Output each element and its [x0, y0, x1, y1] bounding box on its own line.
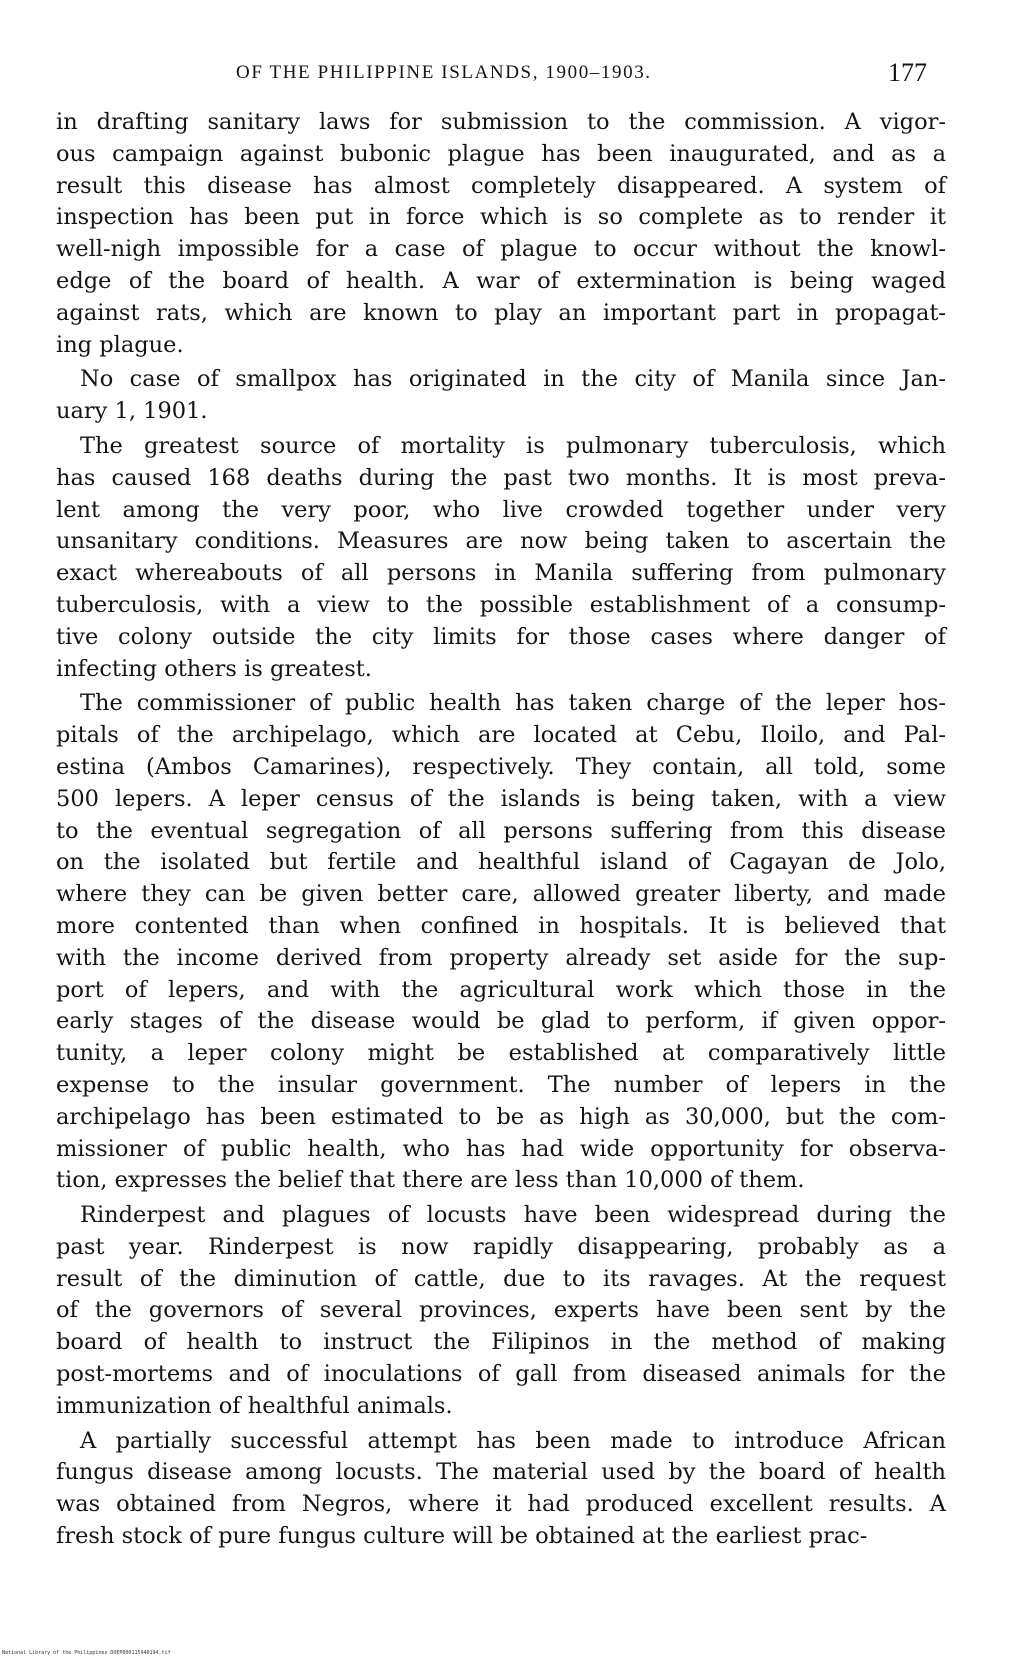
text-line: lent among the very poor, who live crowded together under very [56, 496, 946, 523]
text-line: ing plague. [56, 331, 184, 358]
text-line: tion, expresses the belief that there are less than 10,000 of them. [56, 1167, 805, 1194]
text-line: in drafting sanitary laws for submission to the commission. A vigor- [56, 109, 946, 135]
paragraph [56, 1426, 946, 1553]
text-line: exact whereabouts of all persons in Manila suffering from pulmonary [56, 560, 946, 587]
text-line: on the isolated but fertile and healthful island of Cagayan de Jolo, [56, 849, 946, 876]
paragraph [56, 1200, 946, 1423]
text-line: unsanitary conditions. Measures are now being taken to ascertain the [56, 528, 946, 555]
text-line: past year. Rinderpest is now rapidly disappearing, probably as a [56, 1233, 946, 1260]
text-line: tuberculosis, with a view to the possible establishment of a consump- [56, 591, 946, 618]
paragraph [56, 431, 946, 685]
text-line: The commissioner of public health has taken charge of the leper hos- [80, 690, 946, 717]
text-line: missioner of public health, who has had wide opportunity for observa- [56, 1135, 946, 1162]
text-line: where they can be given better care, allowed greater liberty, and made [56, 881, 946, 908]
text-line: No case of smallpox has originated in the city of Manila since Jan- [80, 366, 946, 393]
text-line: to the eventual segregation of all persons suffering from this disease [56, 817, 946, 844]
text-line: was obtained from Negros, where it had produced excellent results. A [56, 1491, 946, 1518]
running-head: OF THE PHILIPPINE ISLANDS, 1900–1903. [236, 62, 652, 83]
text-line: A partially successful attempt has been made to introduce African [80, 1427, 946, 1454]
text-line: edge of the board of health. A war of extermination is being waged [56, 267, 946, 294]
text-line: more contented than when confined in hospitals. It is believed that [56, 912, 946, 939]
text-line: pitals of the archipelago, which are located at Cebu, Iloilo, and Pal- [56, 722, 946, 749]
text-line: with the income derived from property already set aside for the sup- [56, 944, 946, 971]
text-line: fresh stock of pure fungus culture will be obtained at the earliest prac- [56, 1523, 868, 1550]
text-line: tunity, a leper colony might be established at comparatively little [56, 1040, 946, 1067]
paragraph [56, 364, 946, 428]
text-line: inspection has been put in force which is so complete as to render it [56, 204, 946, 231]
text-line: post-mortems and of inoculations of gall from diseased animals for the [56, 1361, 946, 1388]
text-line: 500 lepers. A leper census of the islands is being taken, with a view [56, 785, 946, 812]
text-line: estina (Ambos Camarines), respectively. They contain, all told, some [56, 753, 946, 780]
text-line: uary 1, 1901. [56, 398, 208, 425]
text-line: tive colony outside the city limits for those cases where danger of [56, 623, 946, 650]
text-line: against rats, which are known to play an important part in propagat- [56, 299, 946, 326]
page-number: 177 [888, 58, 927, 87]
body-text [56, 107, 946, 1556]
text-line: has caused 168 deaths during the past two months. It is most preva- [56, 464, 946, 491]
text-line: fungus disease among locusts. The material used by the board of health [56, 1459, 946, 1486]
scan-footer: National Library of the Philippines DOEP000115940194.tif [2, 1650, 171, 1656]
text-line: board of health to instruct the Filipinos in the method of making [56, 1329, 946, 1356]
text-line: archipelago has been estimated to be as high as 30,000, but the com- [56, 1103, 946, 1130]
text-line: port of lepers, and with the agricultural work which those in the [56, 976, 946, 1003]
text-line: infecting others is greatest. [56, 655, 372, 682]
paragraph [56, 688, 946, 1197]
text-line: The greatest source of mortality is pulmonary tuberculosis, which [80, 432, 946, 459]
text-line: expense to the insular government. The number of lepers in the [56, 1071, 946, 1098]
text-line: well-nigh impossible for a case of plague to occur without the knowl- [56, 236, 946, 263]
text-line: result this disease has almost completely disappeared. A system of [56, 172, 946, 199]
text-line: ous campaign against bubonic plague has been inaugurated, and as a [56, 140, 946, 167]
text-line: result of the diminution of cattle, due to its ravages. At the request [56, 1265, 946, 1292]
text-line: immunization of healthful animals. [56, 1392, 453, 1419]
paragraph [56, 107, 946, 361]
text-line: Rinderpest and plagues of locusts have been widespread during the [80, 1202, 946, 1229]
text-line: early stages of the disease would be glad to perform, if given oppor- [56, 1008, 946, 1035]
text-line: of the governors of several provinces, experts have been sent by the [56, 1297, 946, 1324]
